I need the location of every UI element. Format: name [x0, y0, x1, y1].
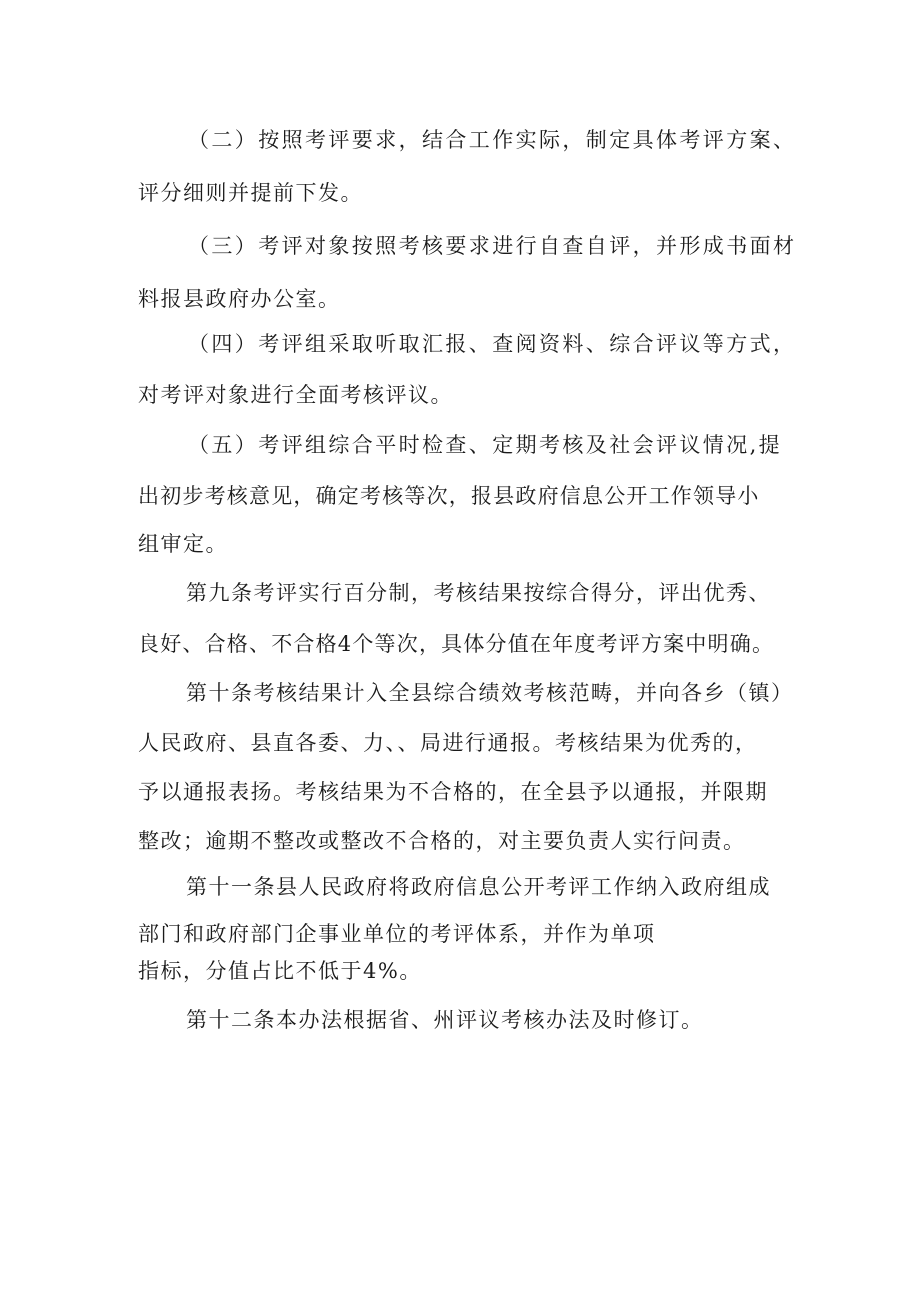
article-11-line-1: 第十一条县人民政府将政府信息公开考评工作纳入政府组成	[186, 875, 771, 899]
paragraph-3-line-1: （三）考评对象按照考核要求进行自查自评，并形成书面材	[188, 234, 797, 258]
paragraph-2-line-1: （二）按照考评要求，结合工作实际，制定具体考评方案、	[188, 128, 797, 152]
paragraph-5-line-2: 出初步考核意见，确定考核等次，报县政府信息公开工作领导小	[138, 484, 760, 508]
article-10-line-3: 予以通报表扬。考核结果为不合格的，在全县予以通报，并限期	[138, 780, 768, 804]
article-10-line-1: 第十条考核结果计入全县综合绩效考核范畴，并向各乡（镇）	[186, 681, 794, 705]
paragraph-3-line-2: 料报县政府办公室。	[138, 287, 341, 311]
article-10-line-2: 人民政府、县直各委、力、、局进行通报。考核结果为优秀的，	[138, 731, 758, 755]
article-9-line-2: 良好、合格、不合格4个等次，具体分值在年度考评方案中明确。	[138, 632, 775, 656]
paragraph-5-line-1: （五）考评组综合平时检查、定期考核及社会评议情况,提	[188, 433, 783, 457]
article-12-line-1: 第十二条本办法根据省、州评议考核办法及时修订。	[186, 1008, 704, 1032]
paragraph-2-line-2: 评分细则并提前下发。	[138, 181, 363, 205]
article-11-line-3: 指标，分值占比不低于4%。	[138, 959, 422, 983]
article-11-line-2: 部门和政府部门企事业单位的考评体系，并作为单项	[138, 922, 656, 946]
article-9-line-1: 第九条考评实行百分制，考核结果按综合得分，评出优秀、	[186, 581, 771, 605]
paragraph-5-line-3: 组审定。	[138, 532, 228, 556]
article-10-line-4: 整改；逾期不整改或整改不合格的，对主要负责人实行问责。	[138, 829, 746, 853]
paragraph-4-line-2: 对考评对象进行全面考核评议。	[138, 383, 453, 407]
paragraph-4-line-1: （四）考评组采取听取汇报、查阅资料、综合评议等方式，	[188, 332, 797, 356]
